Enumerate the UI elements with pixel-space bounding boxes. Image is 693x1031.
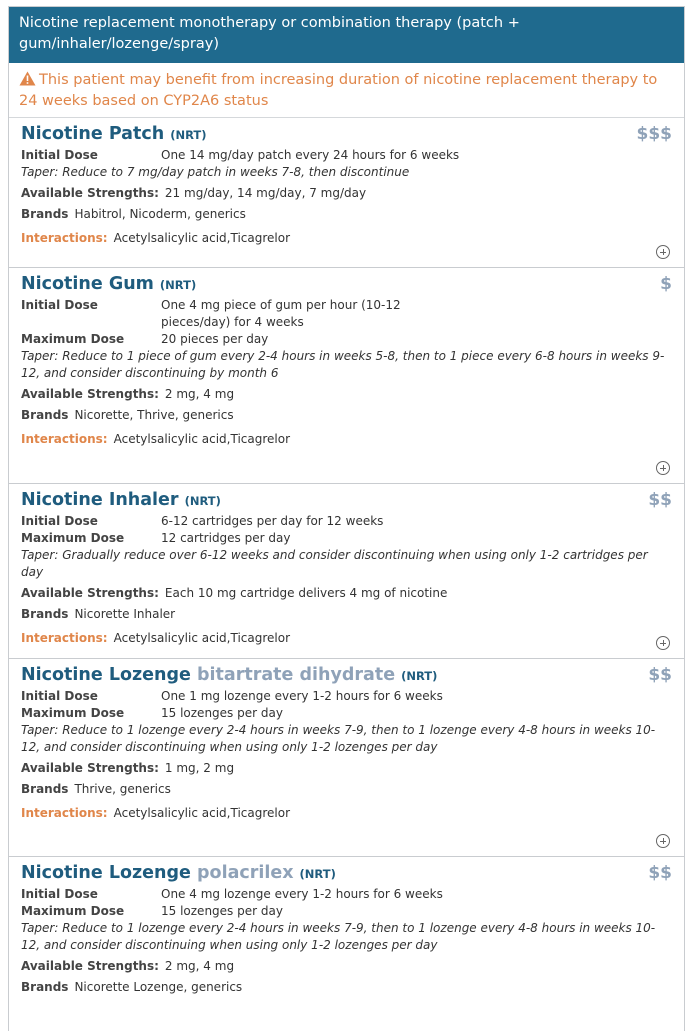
- expand-plus-icon[interactable]: [656, 636, 670, 650]
- strengths-label: Available Strengths:: [21, 761, 159, 775]
- drug-card-nicotine-gum: [9, 268, 684, 484]
- interactions-label: Interactions:: [21, 806, 108, 820]
- cyp2a6-warning: [9, 63, 684, 118]
- maximum-dose-label: Maximum Dose: [21, 332, 125, 346]
- strengths-value: 2 mg, 4 mg: [164, 959, 235, 973]
- taper-text: Taper: Reduce to 1 lozenge every 2-4 hours in weeks 7-9, then to 1 lozenge every 4-8 hours in weeks 10-12, and consider discontinuing when using only 1-2 lozenges per day: [21, 921, 656, 952]
- drug-tag: (NRT): [299, 867, 336, 881]
- maximum-dose-value: 12 cartridges per day: [161, 531, 291, 545]
- maximum-dose-label: Maximum Dose: [21, 904, 125, 918]
- initial-dose-label: Initial Dose: [21, 298, 98, 312]
- initial-dose-label: Initial Dose: [21, 689, 98, 703]
- drug-variant: polacrilex: [197, 863, 294, 883]
- brands-label: Brands: [21, 980, 69, 994]
- interactions-row: [21, 805, 672, 822]
- maximum-dose-value: 20 pieces per day: [161, 332, 269, 346]
- warning-text: This patient may benefit from increasing duration of nicotine replacement therapy to 24 weeks based on CYP2A6 status: [19, 72, 658, 109]
- brands-label: Brands: [21, 782, 69, 796]
- interactions-value: Acetylsalicylic acid,Ticagrelor: [113, 231, 291, 245]
- strengths-label: Available Strengths:: [21, 586, 159, 600]
- initial-dose-label: Initial Dose: [21, 148, 98, 162]
- drug-name: Nicotine Inhaler: [21, 490, 179, 510]
- maximum-dose-value: 15 lozenges per day: [161, 904, 283, 918]
- cost-indicator: $: [660, 274, 672, 294]
- drug-name: Nicotine Patch: [21, 124, 165, 144]
- strengths-value: 21 mg/day, 14 mg/day, 7 mg/day: [164, 186, 367, 200]
- initial-dose-value: One 14 mg/day patch every 24 hours for 6 weeks: [161, 148, 460, 162]
- strengths-value: 2 mg, 4 mg: [164, 387, 235, 401]
- interactions-value: Acetylsalicylic acid,Ticagrelor: [113, 806, 291, 820]
- interactions-row: [21, 230, 672, 247]
- taper-text: Taper: Reduce to 1 lozenge every 2-4 hours in weeks 7-9, then to 1 lozenge every 4-8 hours in weeks 10-12, and consider discontinuing when using only 1-2 lozenges per day: [21, 723, 656, 754]
- strengths-label: Available Strengths:: [21, 387, 159, 401]
- drug-name: Nicotine Gum: [21, 274, 154, 294]
- interactions-row: [21, 431, 672, 448]
- strengths-value: 1 mg, 2 mg: [164, 761, 235, 775]
- cost-indicator: $$$: [636, 124, 672, 144]
- drug-card-nicotine-lozenge-bitartrate: [9, 659, 684, 857]
- brands-label: Brands: [21, 207, 69, 221]
- taper-text: Taper: Reduce to 1 piece of gum every 2-4 hours in weeks 5-8, then to 1 piece every 6-8 hours in weeks 9-12, and consider discontinuing by month 6: [21, 349, 665, 380]
- drug-title: [21, 862, 672, 886]
- drug-tag: (NRT): [170, 128, 207, 142]
- interactions-value: Acetylsalicylic acid,Ticagrelor: [113, 631, 291, 645]
- interactions-label: Interactions:: [21, 631, 108, 645]
- cost-indicator: $$: [648, 665, 672, 685]
- interactions-label: Interactions:: [21, 231, 108, 245]
- brands-value: Habitrol, Nicoderm, generics: [74, 207, 246, 221]
- cost-indicator: $$: [648, 863, 672, 883]
- interactions-row: [21, 630, 672, 647]
- panel-title: Nicotine replacement monotherapy or combination therapy (patch + gum/inhaler/lozenge/spray): [19, 15, 520, 52]
- taper-text: Taper: Reduce to 7 mg/day patch in weeks 7-8, then discontinue: [21, 165, 410, 179]
- drug-card-nicotine-patch: [9, 118, 684, 268]
- initial-dose-value: One 1 mg lozenge every 1-2 hours for 6 weeks: [161, 689, 443, 703]
- drug-name: Nicotine Lozenge: [21, 863, 191, 883]
- maximum-dose-label: Maximum Dose: [21, 531, 125, 545]
- drug-tag: (NRT): [184, 494, 221, 508]
- brands-value: Nicorette Lozenge, generics: [74, 980, 243, 994]
- nrt-panel: [8, 6, 685, 1031]
- brands-label: Brands: [21, 607, 69, 621]
- strengths-label: Available Strengths:: [21, 959, 159, 973]
- brands-value: Thrive, generics: [74, 782, 171, 796]
- drug-title: [21, 664, 672, 688]
- maximum-dose-value: 15 lozenges per day: [161, 706, 283, 720]
- brands-label: Brands: [21, 408, 69, 422]
- expand-plus-icon[interactable]: [656, 461, 670, 475]
- interactions-value: Acetylsalicylic acid,Ticagrelor: [113, 432, 291, 446]
- taper-text: Taper: Gradually reduce over 6-12 weeks and consider discontinuing when using only 1-2 cartridges per day: [21, 548, 648, 579]
- brands-value: Nicorette, Thrive, generics: [74, 408, 234, 422]
- initial-dose-value: One 4 mg piece of gum per hour (10-12 pieces/day) for 4 weeks: [161, 298, 401, 329]
- brands-value: Nicorette Inhaler: [74, 607, 176, 621]
- initial-dose-value: One 4 mg lozenge every 1-2 hours for 6 weeks: [161, 887, 443, 901]
- panel-header: [9, 7, 684, 63]
- initial-dose-label: Initial Dose: [21, 887, 98, 901]
- drug-title: [21, 489, 672, 513]
- drug-title: [21, 273, 672, 297]
- maximum-dose-label: Maximum Dose: [21, 706, 125, 720]
- drug-tag: (NRT): [401, 669, 438, 683]
- drug-card-nicotine-inhaler: [9, 484, 684, 659]
- initial-dose-label: Initial Dose: [21, 514, 98, 528]
- initial-dose-value: 6-12 cartridges per day for 12 weeks: [161, 514, 384, 528]
- strengths-value: Each 10 mg cartridge delivers 4 mg of nicotine: [164, 586, 448, 600]
- cost-indicator: $$: [648, 490, 672, 510]
- expand-plus-icon[interactable]: [656, 834, 670, 848]
- expand-plus-icon[interactable]: [656, 245, 670, 259]
- drug-name: Nicotine Lozenge: [21, 665, 191, 685]
- drug-tag: (NRT): [159, 278, 197, 292]
- strengths-label: Available Strengths:: [21, 186, 159, 200]
- drug-variant: bitartrate dihydrate: [197, 665, 396, 685]
- warning-triangle-icon: [19, 71, 36, 86]
- interactions-label: Interactions:: [21, 432, 108, 446]
- drug-title: [21, 123, 672, 147]
- drug-card-nicotine-lozenge-polacrilex: [9, 857, 684, 1031]
